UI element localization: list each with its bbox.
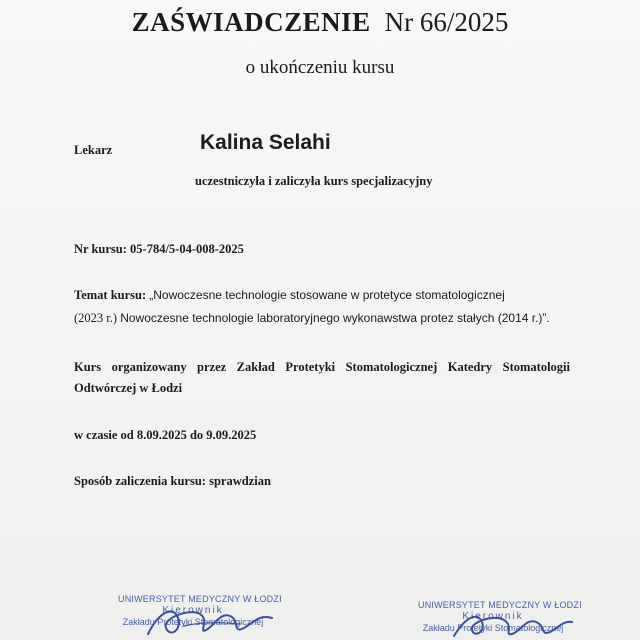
stamp-university: UNIWERSYTET MEDYCZNY W ŁODZI xyxy=(418,600,582,610)
organizer-line-2: Odtwórczej w Łodzi xyxy=(74,381,183,395)
official-stamp-right xyxy=(418,600,582,633)
stamp-university: UNIWERSYTET MEDYCZNY W ŁODZI xyxy=(118,594,282,604)
certificate-number: Nr 66/2025 xyxy=(384,7,509,37)
completion-method: Sposób zaliczenia kursu: sprawdzian xyxy=(74,474,271,488)
doctor-name: Kalina Selahi xyxy=(200,131,331,154)
organizer-line-1: Kurs organizowany przez Zakład Protetyki Stomatologicznej Katedry Stomatologii xyxy=(74,360,570,374)
stamp-department: Zakładu Protetyki Stomatologicznej xyxy=(122,617,264,627)
topic-text-2: Nowoczesne technologie laboratoryjnego wykonawstwa protez stałych (2014 r.)”. xyxy=(120,311,550,325)
official-stamp-left xyxy=(118,594,282,627)
course-period: w czasie od 8.09.2025 do 9.09.2025 xyxy=(74,428,257,442)
stamp-department: Zakładu Protetyki Stomatologicznej xyxy=(422,623,564,633)
certificate-heading: ZAŚWIADCZENIE xyxy=(131,7,371,37)
course-topic-line-2 xyxy=(74,311,550,326)
topic-text-1: „Nowoczesne technologie stosowane w protetyce stomatologicznej xyxy=(149,288,505,302)
course-topic-line-1 xyxy=(74,288,505,303)
topic-label: Temat kursu: xyxy=(74,288,147,302)
participation-statement: uczestniczyła i zaliczyła kurs specjalizacyjny xyxy=(195,174,433,188)
course-number: Nr kursu: 05-784/5-04-008-2025 xyxy=(74,242,244,256)
topic-year-prefix: (2023 r.) xyxy=(74,311,118,325)
doctor-label: Lekarz xyxy=(74,143,113,157)
certificate-subtitle: o ukończeniu kursu xyxy=(245,57,395,78)
stamp-role: Kierownik xyxy=(162,605,224,616)
stamp-role: Kierownik xyxy=(462,611,524,622)
certificate-title xyxy=(0,6,640,38)
